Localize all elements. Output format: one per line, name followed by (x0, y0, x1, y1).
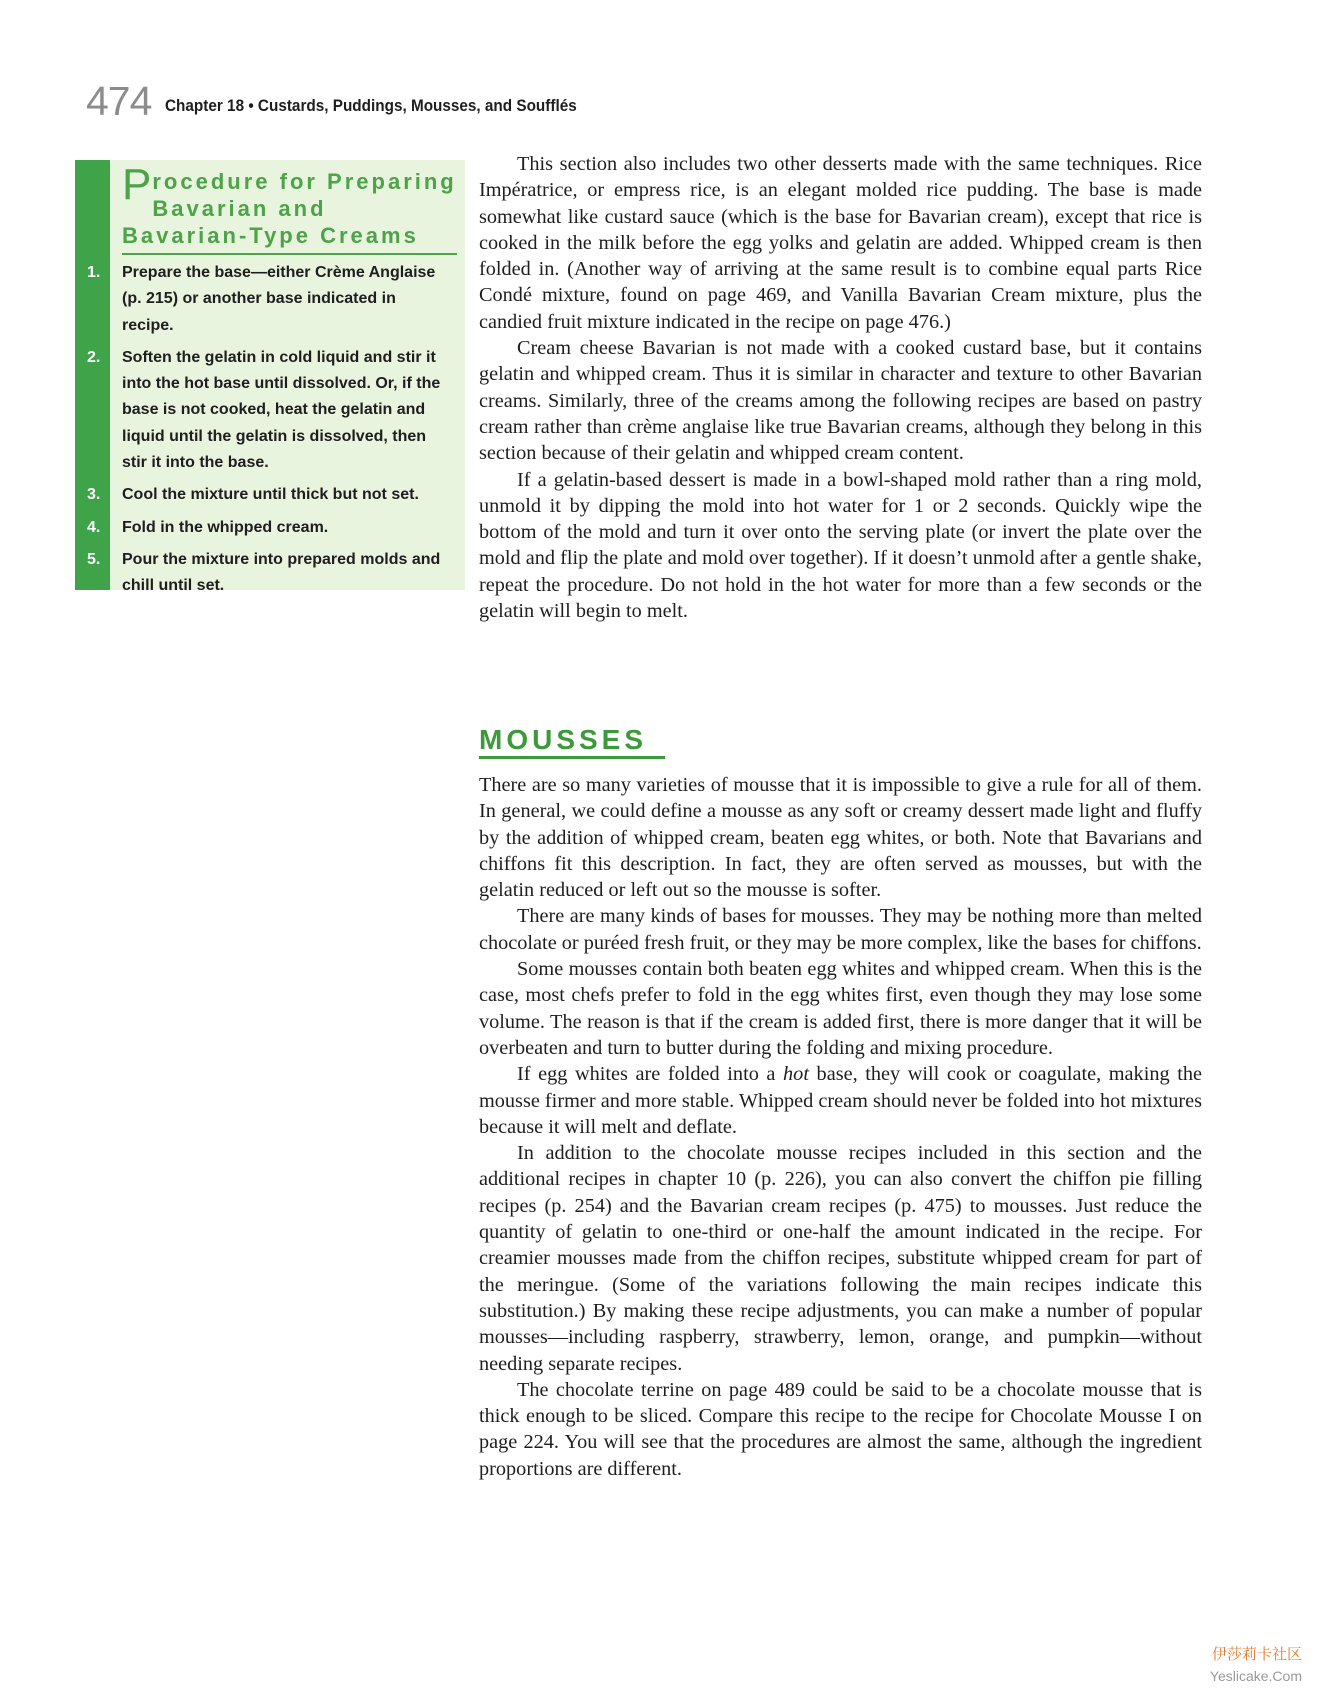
step-text: Fold in the whipped cream. (122, 518, 329, 536)
body-paragraph: There are many kinds of bases for mousses. They may be nothing more than melted chocolate or puréed fresh fruit, or they may be more complex, like the bases for chiffons. (479, 905, 1202, 954)
section-heading-mousses: MOUSSES (479, 724, 648, 755)
step-text: Cool the mixture until thick but not set. (122, 486, 419, 504)
procedure-step (75, 482, 465, 508)
body-paragraph: There are so many varieties of mousse that it is impossible to give a rule for all of them. In general, we could define a mousse as any soft or creamy dessert made light and fluffy by the addition of whipped cream, beaten egg whites, or both. Note that Bavarians and chiffons fit this description. In fact, they are often served as mousses, but with the gelatin reduced or left out so the mousse is softer. (479, 774, 1202, 902)
body-paragraph: The chocolate terrine on page 489 could be said to be a chocolate mousse that is thick enough to be sliced. Compare this recipe to the recipe for Chocolate Mousse I on page 224. You will see that the procedures are almost the same, although the ingredient proportions are different. (479, 1378, 1202, 1480)
procedure-title-text: rocedure for Preparing Bavarian and Bavarian-Type Creams (122, 169, 457, 248)
site-watermark (1210, 1644, 1302, 1686)
chapter-title: Chapter 18 • Custards, Puddings, Mousses, and Soufflés (165, 96, 578, 115)
step-number: 2. (87, 348, 101, 366)
watermark-chinese: 伊莎莉卡社区 (1211, 1646, 1302, 1663)
body-paragraph: Cream cheese Bavarian is not made with a cooked custard base, but it contains gelatin and whipped cream. Thus it is similar in character and texture to other Bavarian creams. Similarly, three of the creams among the following recipes are based on pastry cream rather than crème anglaise like true Bavarian creams, although they belong in this section because of their gelatin and whipped cream content. (479, 337, 1202, 465)
body-paragraph: If a gelatin-based dessert is made in a bowl-shaped mold rather than a ring mold, unmold it by dipping the mold into hot water for 1 or 2 seconds. Quickly wipe the bottom of the mold and turn it over onto the serving plate (or invert the plate over the mold and flip the plate and mold over together). If it doesn’t unmold after a gentle shake, repeat the procedure. Do not hold in the hot water for more than a few seconds or the gelatin will begin to melt. (479, 468, 1202, 623)
procedure-title (122, 160, 457, 255)
procedure-steps (75, 260, 465, 606)
page-number: 474 (86, 78, 152, 124)
body-paragraph (479, 1061, 1202, 1140)
body-paragraph: This section also includes two other desserts made with the same techniques. Rice Impératrice, or empress rice, is an elegant molded rice pudding. The base is made somewhat like custard sauce (which is the base for Bavarian cream), except that rice is cooked in the milk before the egg yolks and gelatin are added. Whipped cream is then folded in. (Another way of arriving at the same result is to combine equal parts Rice Condé mixture, found on page 469, and Vanilla Bavarian Cream mixture, plus the candied fruit mixture indicated in the recipe on page 476.) (479, 153, 1202, 333)
step-number: 4. (87, 518, 101, 536)
step-number: 3. (87, 486, 101, 504)
body-text-mousses (479, 772, 1202, 1482)
text-run: If egg whites are folded into a (517, 1063, 784, 1086)
procedure-step (75, 547, 465, 600)
step-text: Pour the mixture into prepared molds and chill until set. (122, 550, 441, 595)
step-text: Prepare the base—either Crème Anglaise (p. 215) or another base indicated in recipe. (122, 264, 436, 334)
step-number: 1. (87, 264, 101, 281)
procedure-step (75, 345, 465, 476)
section-heading-underline (479, 756, 665, 759)
procedure-step (75, 515, 465, 541)
body-paragraph: In addition to the chocolate mousse recipes included in this section and the additional recipes in chapter 10 (p. 226), you can also convert the chiffon pie filling recipes (p. 254) and the Bavarian cream recipes (p. 475) to mousses. Just reduce the quantity of gelatin to one-third or one-half the amount indicated in the recipe. For creamier mousses made from the chiffon recipes, substitute whipped cream for part of the meringue. (Some of the variations following the main recipes indicate this substitution.) By making these recipe adjustments, you can make a number of popular mousses—including raspberry, strawberry, lemon, orange, and pumpkin—without needing separate recipes. (479, 1142, 1202, 1375)
emphasis-hot: hot (783, 1063, 809, 1086)
running-head (86, 72, 623, 122)
step-text: Soften the gelatin in cold liquid and stir it into the hot base until dissolved. Or, if the base is not cooked, heat the gelatin and liquid until the gelatin is dissolved, then stir it into the base. (122, 348, 441, 472)
body-text-top (479, 151, 1202, 624)
step-number: 5. (87, 550, 101, 568)
procedure-sidebar (75, 160, 465, 595)
procedure-step (75, 260, 465, 339)
text-run: base, they will cook or coagulate, making the mousse firmer and more stable. Whipped cream should never be folded into hot mixtures because it will melt and deflate. (479, 1063, 1202, 1138)
procedure-title-initial: P (122, 160, 152, 209)
body-paragraph: Some mousses contain both beaten egg whites and whipped cream. When this is the case, most chefs prefer to fold in the egg whites first, even though they may lose some volume. The reason is that if the cream is added first, there is more danger that it will be overbeaten and turn to butter during the folding and mixing procedure. (479, 958, 1202, 1059)
watermark-english: Yeslicake.Com (1209, 1668, 1302, 1684)
